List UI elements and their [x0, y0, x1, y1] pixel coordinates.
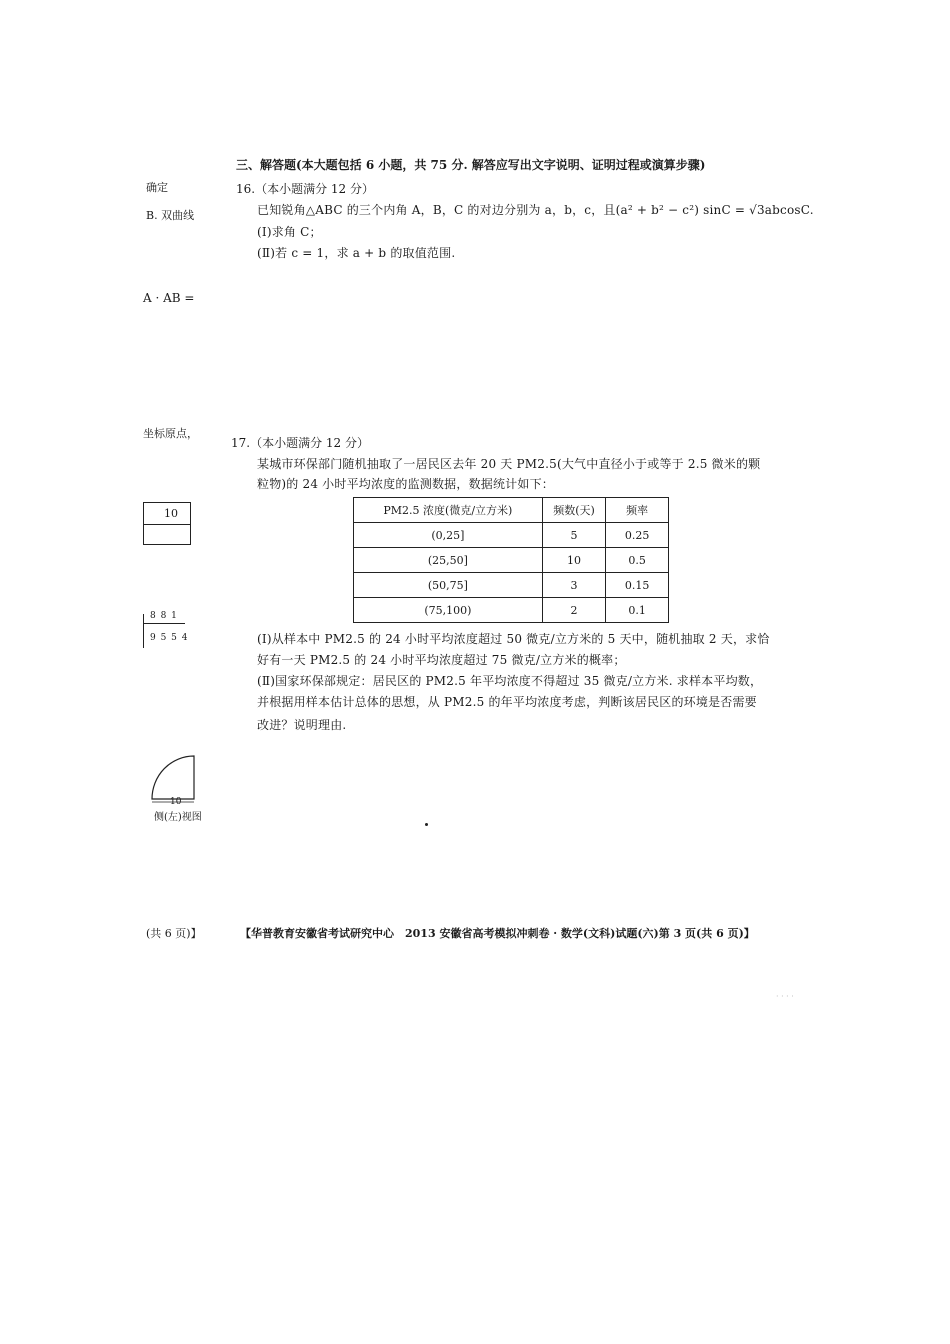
stem-leaf-vertical-line	[143, 614, 144, 648]
table-row	[354, 523, 669, 548]
q17-line1: 某城市环保部门随机抽取了一居民区去年 20 天 PM2.5(大气中直径小于或等于 2.5 微米的颗	[257, 457, 761, 471]
table-cell-rate: 0.15	[606, 573, 669, 598]
table-cell-rate: 0.5	[606, 548, 669, 573]
pm25-frequency-table	[353, 497, 669, 623]
table-row	[354, 548, 669, 573]
box-divider	[144, 524, 190, 525]
q16-stem: 已知锐角△ABC 的三个内角 A，B，C 的对边分别为 a，b，c，且(a² + b² − c²) sinC = √3abcosC.	[257, 203, 814, 217]
side-view-dimension-label: 10	[170, 797, 182, 807]
q16-part1: (Ⅰ)求角 C；	[257, 225, 322, 239]
side-view-caption: 侧(左)视图	[154, 812, 202, 823]
stray-dot	[425, 823, 428, 826]
table-row	[354, 573, 669, 598]
table-cell-interval: (50,75]	[354, 573, 543, 598]
table-cell-rate: 0.1	[606, 598, 669, 623]
stem-leaf-top-digits: 8 8 1	[150, 611, 178, 621]
margin-fragment-hyperbola: B. 双曲线	[146, 209, 195, 222]
footer-right: 【华普教育安徽省考试研究中心 2013 安徽省高考模拟冲刺卷 · 数学(文科)试题(六)第 3 页(共 6 页)】	[240, 927, 755, 940]
q17-title: 17.（本小题满分 12 分）	[231, 436, 369, 450]
table-header-frequency-rate: 频率	[606, 498, 669, 523]
table-cell-interval: (0,25]	[354, 523, 543, 548]
section-heading: 三、解答题(本大题包括 6 小题，共 75 分. 解答应写出文字说明、证明过程或演算步骤)	[236, 158, 706, 172]
table-cell-count: 2	[542, 598, 606, 623]
stem-leaf-bottom-digits: 9 5 5 4	[150, 633, 189, 643]
scan-artifact: · · · ·	[776, 992, 794, 1001]
margin-fragment-origin: 坐标原点，	[143, 427, 198, 440]
q17-part1-line2: 好有一天 PM2.5 的 24 小时平均浓度超过 75 微克/立方米的概率；	[257, 653, 626, 667]
table-cell-count: 10	[542, 548, 606, 573]
q17-part2-line3: 改进？说明理由.	[257, 718, 347, 732]
q17-part1-line1: (Ⅰ)从样本中 PM2.5 的 24 小时平均浓度超过 50 微克/立方米的 5 天中，随机抽取 2 天，求恰	[257, 632, 770, 646]
table-header-row	[354, 498, 669, 523]
q17-line2: 粒物)的 24 小时平均浓度的监测数据，数据统计如下：	[257, 477, 554, 491]
table-cell-interval: (25,50]	[354, 548, 543, 573]
stem-leaf-horizontal-line	[143, 623, 185, 624]
q16-title: 16.（本小题满分 12 分）	[236, 182, 374, 196]
table-cell-count: 3	[542, 573, 606, 598]
q17-part2-line1: (Ⅱ)国家环保部规定：居民区的 PM2.5 年平均浓度不得超过 35 微克/立方米. 求样本平均数，	[257, 674, 763, 688]
q16-part2: (Ⅱ)若 c = 1，求 a + b 的取值范围.	[257, 246, 456, 260]
margin-fragment-vector: A · AB =	[143, 291, 195, 305]
box-label: 10	[164, 507, 178, 520]
margin-fragment-determine: 确定	[146, 181, 168, 194]
q17-part2-line2: 并根据用样本估计总体的思想，从 PM2.5 的年平均浓度考虑，判断该居民区的环境是否需要	[257, 695, 757, 709]
table-cell-count: 5	[542, 523, 606, 548]
table-cell-interval: (75,100)	[354, 598, 543, 623]
table-header-frequency-count: 频数(天)	[542, 498, 606, 523]
table-row	[354, 598, 669, 623]
margin-figure-box	[143, 502, 191, 545]
table-header-concentration: PM2.5 浓度(微克/立方米)	[354, 498, 543, 523]
table-cell-rate: 0.25	[606, 523, 669, 548]
footer-left: (共 6 页)】	[146, 927, 202, 940]
